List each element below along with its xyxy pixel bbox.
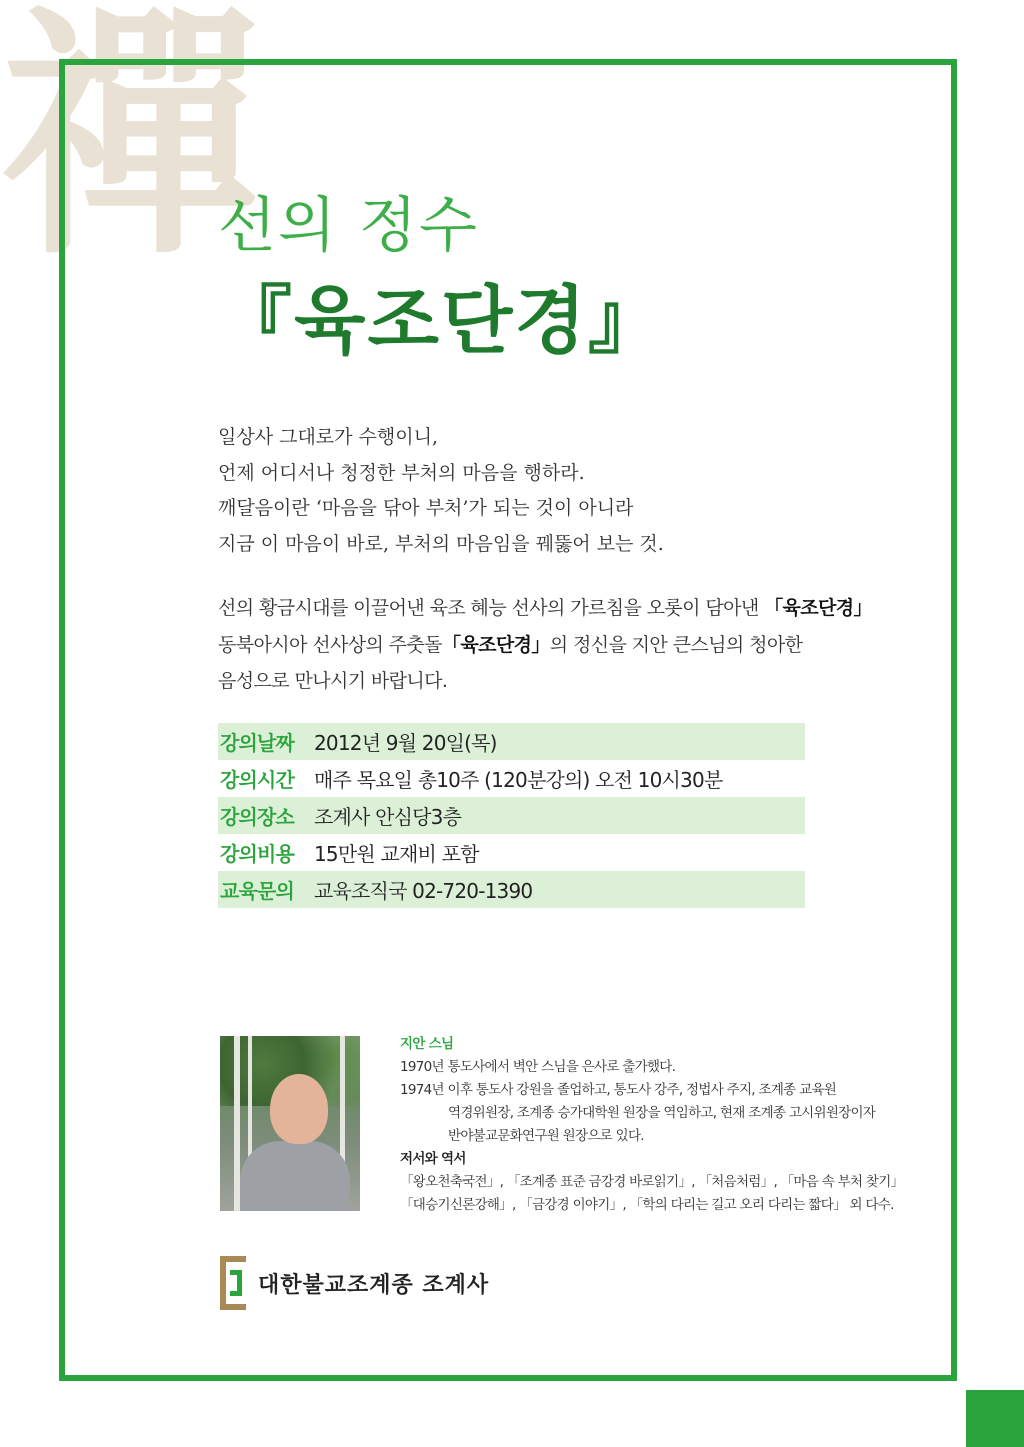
bio-line: 반야불교문화연구원 원장으로 있다. (448, 1128, 644, 1144)
info-value: 조계사 안심당3층 (314, 805, 462, 829)
intro-text: 의 정신을 지안 큰스님의 청아한 (549, 633, 803, 656)
lecture-info-table (218, 723, 805, 908)
info-value: 교육조직국 02-720-1390 (314, 879, 533, 903)
info-row-time (218, 760, 805, 797)
info-label: 강의장소 (220, 805, 295, 829)
poem-line: 지금 이 마음이 바로, 부처의 마음임을 꿰뚫어 보는 것. (218, 532, 664, 555)
info-row-place (218, 797, 805, 834)
info-label: 강의날짜 (220, 731, 295, 755)
title-subtitle: 선의 정수 (218, 191, 479, 261)
intro-text: 동북아시아 선사상의 주춧돌 (218, 633, 442, 656)
info-row-date (218, 723, 805, 760)
books-line: 「왕오천축국전」, 「조계종 표준 금강경 바로읽기」, 「처음처럼」, 「마음 속 부처 찾기」 (400, 1174, 904, 1190)
info-label: 교육문의 (220, 879, 295, 903)
bio-line: 1974년 이후 통도사 강원을 졸업하고, 통도사 강주, 정법사 주지, 조계종 교육원 (400, 1082, 837, 1098)
info-label: 강의비용 (220, 842, 295, 866)
bio-line: 1970년 통도사에서 벽안 스님을 은사로 출가했다. (400, 1059, 676, 1075)
logo-mark-icon (220, 1256, 246, 1310)
intro-line: 음성으로 만나시기 바랍니다. (218, 670, 448, 692)
books-line: 「대승기신론강해」, 「금강경 이야기」, 「학의 다리는 길고 오리 다리는 짧다」 외 다수. (400, 1197, 894, 1213)
book-title: 「육조단경」 (441, 633, 550, 656)
teacher-name: 지안 스님 (400, 1036, 454, 1052)
photo-face (270, 1074, 328, 1144)
info-value: 15만원 교재비 포함 (314, 842, 479, 866)
intro-line (218, 627, 918, 664)
photo-robe (240, 1141, 350, 1211)
monk-portrait-photo (220, 1036, 360, 1211)
background-hanja: 禪 (0, 0, 240, 290)
info-row-contact (218, 871, 805, 908)
info-row-fee (218, 834, 805, 871)
teacher-bio (400, 1033, 920, 1217)
bio-line: 역경위원장, 조계종 승가대학원 원장을 역임하고, 현재 조계종 고시위원장이자 (448, 1105, 876, 1121)
books-heading: 저서와 역서 (400, 1151, 466, 1167)
intro-paragraph (218, 590, 918, 700)
intro-line (218, 590, 918, 627)
poem-line: 깨달음이란 ‘마음을 닦아 부처’가 되는 것이 아니라 (218, 497, 634, 519)
info-value: 2012년 9월 20일(목) (314, 731, 497, 755)
jogyesa-logo (220, 1256, 489, 1310)
info-label: 강의시간 (220, 768, 295, 792)
poem-line: 언제 어디서나 청정한 부처의 마음을 행하라. (218, 461, 585, 484)
poem-block (218, 420, 918, 562)
book-title: 「육조단경」 (764, 597, 872, 619)
intro-text: 선의 황금시대를 이끌어낸 육조 혜능 선사의 가르침을 오롯이 담아낸 (218, 597, 765, 619)
page-title: 『육조단경』 (218, 278, 664, 364)
logo-text: 대한불교조계종 조계사 (258, 1272, 490, 1298)
corner-accent (966, 1390, 1024, 1447)
poem-line: 일상사 그대로가 수행이니, (218, 426, 439, 448)
info-value: 매주 목요일 총10주 (120분강의) 오전 10시30분 (314, 768, 723, 792)
